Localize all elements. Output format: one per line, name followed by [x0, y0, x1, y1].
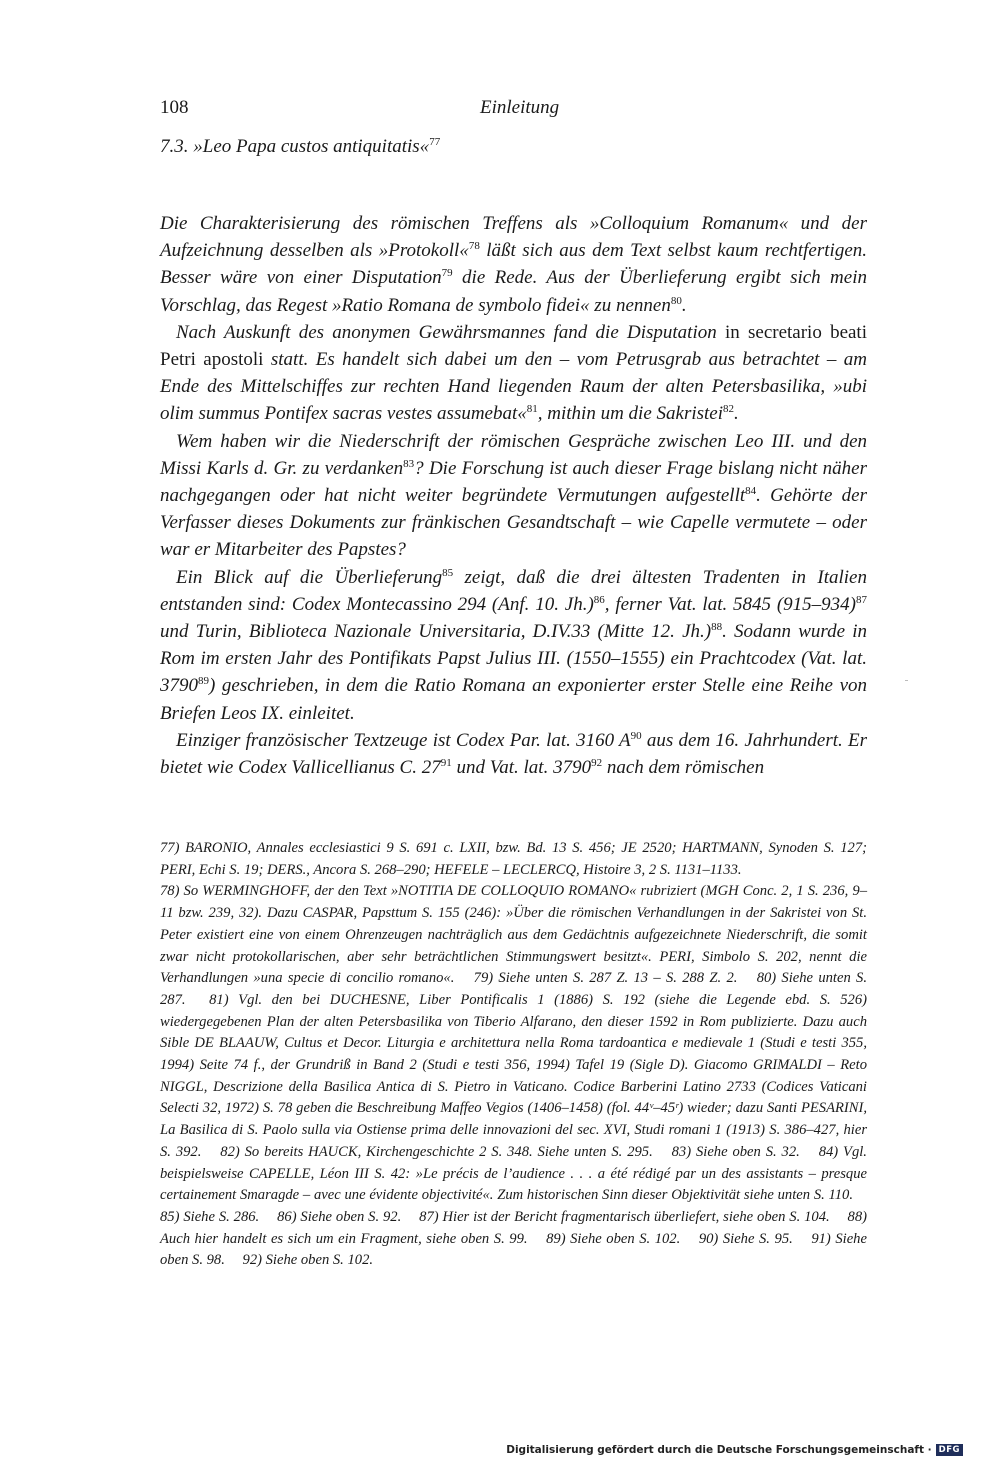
text-run: nach dem römischen	[602, 757, 765, 779]
footnote-ref[interactable]: 81	[526, 403, 538, 416]
text-run: zeigt, daß die drei ältesten Tradenten in Italien entstanden sind: Codex Montecassino 294 (Anf. 10. Jh.)	[160, 566, 867, 615]
footnote-ref[interactable]: 85	[442, 566, 454, 579]
section-heading	[160, 136, 440, 158]
digitization-credit	[506, 1444, 963, 1456]
text-run: .	[734, 403, 739, 425]
text-run: . Sodann wurde in Rom im ersten Jahr des Pontifikats Papst Julius III. (1550–1555) ein Prachtcodex (Vat. lat. 3790	[160, 621, 867, 697]
text-run: Die Charakterisierung des römischen Treffens als »Colloquium Romanum« und der Aufzeichnung desselben als »Protokoll«	[160, 213, 867, 262]
text-run: die Rede. Aus der Überlieferung ergibt sich mein Vorschlag, das Regest »Ratio Romana de symbolo fidei« zu nennen	[160, 267, 867, 316]
text-run: Nach Auskunft des anonymen Gewährsmannes fand die Disputation	[176, 321, 717, 343]
footnote-ref[interactable]: 92	[591, 757, 603, 770]
text-run: . Gehörte der Verfasser dieses Dokuments zur fränkischen Gesandtschaft – wie Capelle vermutete – oder war er Mitarbeiter des Papstes?	[160, 485, 867, 561]
text-run: und Vat. lat. 3790	[451, 757, 592, 779]
paragraph	[160, 210, 867, 319]
footnote-80: 80) Siehe unten S. 287.	[160, 970, 867, 1008]
page-number: 108	[160, 97, 189, 118]
footnote-83: 83) Siehe oben S. 32.	[671, 1143, 800, 1160]
footnote-block	[160, 881, 867, 1272]
text-run: und Turin, Biblioteca Nazionale Universitaria, D.IV.33 (Mitte 12. Jh.)	[160, 621, 712, 643]
latin-quote: in secretario beati Petri apostoli	[160, 321, 867, 371]
footnote-ref[interactable]: 82	[723, 403, 735, 416]
text-run: Einziger französischer Textzeuge ist Codex Par. lat. 3160 A	[176, 729, 631, 751]
footnote-91: 91) Siehe oben S. 98.	[160, 1230, 867, 1269]
text-run: aus dem 16. Jahrhundert. Er bietet wie Codex Vallicellianus C. 27	[160, 729, 868, 779]
paragraph	[160, 428, 867, 564]
text-run: Wem haben wir die Niederschrift der römischen Gespräche zwischen Leo III. und den Missi Karls d. Gr. zu verdanken	[160, 430, 867, 479]
main-text	[160, 210, 867, 781]
footnote-86: 86) Siehe oben S. 92.	[277, 1208, 402, 1225]
footnote-85: 85) Siehe S. 286.	[160, 1208, 260, 1225]
footnote-ref[interactable]: 87	[856, 593, 867, 606]
text-run: ? Die Forschung ist auch dieser Frage bislang nicht näher nachgegangen oder hat nicht weiter begründete Vermutungen aufgestellt	[160, 457, 867, 507]
footnote-ref[interactable]: 79	[441, 267, 453, 280]
footnote-ref[interactable]: 91	[440, 757, 452, 770]
running-head: Einleitung	[480, 97, 560, 118]
footnote-90: 90) Siehe S. 95.	[698, 1230, 793, 1247]
footnote-ref[interactable]: 86	[593, 593, 605, 606]
footnote-79: 79) Siehe unten S. 287 Z. 13 – S. 288 Z. 2.	[473, 970, 738, 987]
text-run: , ferner Vat. lat. 5845 (915–934)	[604, 593, 856, 615]
footnote-92: 92) Siehe oben S. 102.	[242, 1252, 374, 1269]
text-run: , mithin um die Sakristei	[537, 403, 724, 425]
credit-text: Digitalisierung gefördert durch die Deutsche Forschungsgemeinschaft ·	[506, 1444, 932, 1456]
text-run: statt. Es handelt sich dabei um den – vom Petrusgrab aus betrachtet – am Ende des Mittelschiffes zur rechten Hand liegenden Raum der alten Petersbasilika, »ubi olim summus Pontifex sacras vestes assumebat«	[160, 349, 867, 425]
section-title: 7.3. »Leo Papa custos antiquitatis«	[160, 136, 430, 157]
footnotes	[160, 838, 867, 1272]
footnote-ref[interactable]: 77	[429, 136, 441, 148]
footnote-ref[interactable]: 78	[468, 240, 480, 253]
paragraph	[160, 564, 867, 727]
text-run: Ein Blick auf die Überlieferung	[176, 566, 443, 588]
footnote-ref[interactable]: 83	[403, 457, 415, 470]
dfg-logo: DFG	[936, 1444, 963, 1456]
speck	[905, 680, 908, 681]
paragraph	[160, 727, 867, 781]
footnote-88: 88) Auch hier handelt es sich um ein Fragment, siehe oben S. 99.	[160, 1208, 867, 1247]
paragraph	[160, 319, 867, 428]
text-run: ) geschrieben, in dem die Ratio Romana an exponierter erster Stelle eine Reihe von Briefen Leos IX. einleitet.	[160, 675, 867, 724]
footnote-ref[interactable]: 80	[670, 294, 682, 307]
footnote-82: 82) So bereits HAUCK, Kirchengeschichte 2 S. 348. Siehe unten S. 295.	[220, 1143, 653, 1160]
footnote-81: 81) Vgl. den bei DUCHESNE, Liber Pontificalis 1 (1886) S. 192 (siehe die Legende ebd. S. 526) wiedergegebenen Plan der alten Petersbasilika von Tiberio Alfarano, den dieser 1592 in Rom publizierte. Dazu auch Sible DE BLAAUW, Cultus et Decor. Liturgia e architettura nella Roma tardoantica e medievale 1 (Studi e testi 355, 1994) Seite 74 f., der Grundriß in Band 2 (Studi e testi 356, 1994) Tafel 19 (Sigle D). Giacomo GRIMALDI – Reto NIGGL, Descrizione della Basilica Antica di S. Pietro in Vaticano. Codice Barberini Latino 2733 (Codices Vaticani Selecti 32, 1972) S. 78 geben die Beschreibung Maffeo Vegios (1406–1458) (fol. 44ᵛ–45ʳ) wieder; dazu Santi PESARINI, La Basilica di S. Paolo sulla via Ostiense prima delle innovazioni del sec. XVI, Studi romani 1 (1913) S. 386–427, hier S. 392.	[160, 991, 867, 1160]
footnote-84: 84) Vgl. beispielsweise CAPELLE, Léon III S. 42: »Le précis de l’audience . . . a été rédigé par un des assistants – presque certainement Smaragde – avec une évidente objectivité«. Zum historischen Sinn dieser Objektivität siehe unten S. 110.	[160, 1143, 867, 1204]
text-run: .	[681, 294, 687, 316]
text-run: läßt sich aus dem Text selbst kaum rechtfertigen. Besser wäre von einer Disputation	[160, 240, 868, 289]
footnote-ref[interactable]: 90	[630, 729, 642, 742]
footnote-ref[interactable]: 89	[198, 675, 209, 688]
footnote-ref[interactable]: 84	[745, 485, 757, 498]
footnote-89: 89) Siehe oben S. 102.	[546, 1230, 681, 1247]
footnote-87: 87) Hier ist der Bericht fragmentarisch überliefert, siehe oben S. 104.	[419, 1208, 830, 1225]
footnote-ref[interactable]: 88	[711, 621, 723, 634]
footnote-78: 78) So WERMINGHOFF, der den Text »NOTITIA DE COLLOQUIO ROMANO« rubriziert (MGH Conc. 2, 1 S. 236, 9–11 bzw. 239, 32). Dazu CASPAR, Papsttum S. 155 (246): »Über die römischen Verhandlungen in der Sakristei von St. Peter existiert eine von einem Ohrenzeugen nachträglich aus dem Gedächtnis aufgezeichnete Niederschrift, die somit zwar nicht protokollarischen, aber sehr beträchtlichen Stimmungswert besitzt«. PERI, Simbolo S. 202, nennt die Verhandlungen »una specie di concilio romano«.	[160, 883, 867, 987]
footnote-77: 77) BARONIO, Annales ecclesiastici 9 S. 691 c. LXII, bzw. Bd. 13 S. 456; JE 2520; HARTMANN, Synoden S. 127; PERI, Echi S. 19; DERS., Ancora S. 268–290; HEFELE – LECLERCQ, Histoire 3, 2 S. 1131–1133.	[160, 840, 867, 878]
